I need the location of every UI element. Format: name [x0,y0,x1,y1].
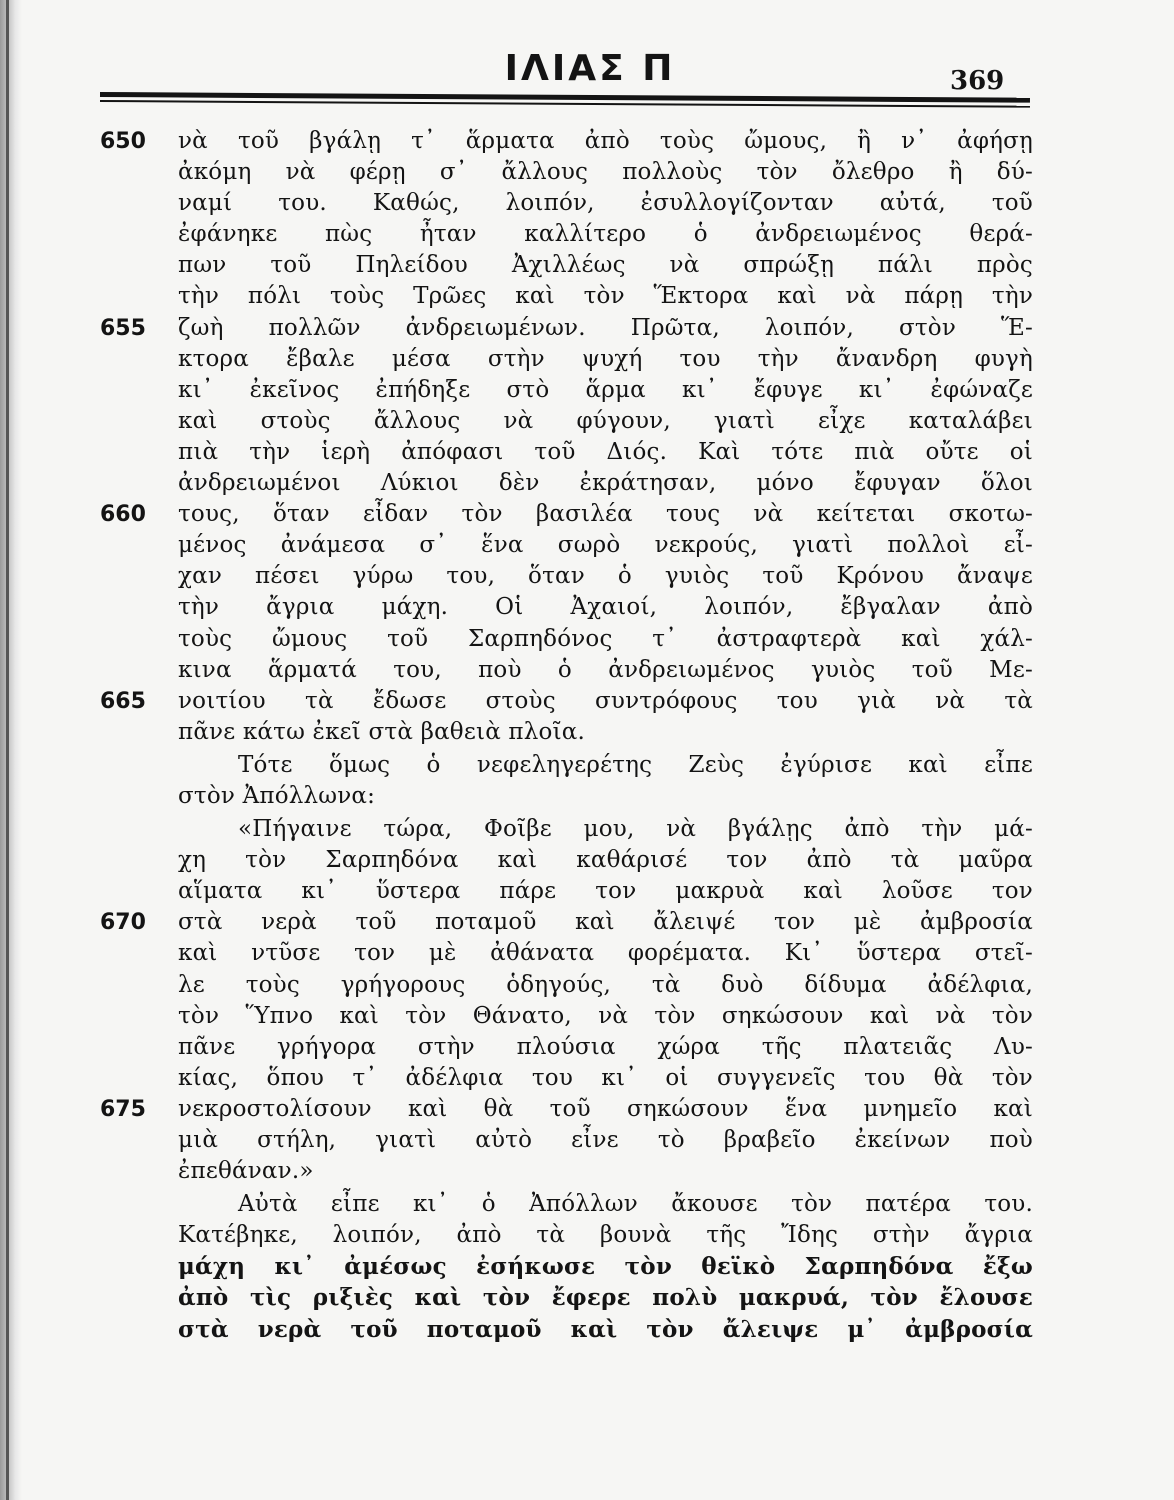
text-line [100,126,1050,157]
line-text: μάχη κι᾽ ἀμέσως ἐσήκωσε τὸν θεϊκὸ Σαρπηδόνα ἔξω [178,1253,1033,1281]
text-line [100,750,1050,781]
text-line [100,188,1050,219]
page-gutter-shadow [0,0,22,1500]
book-spine-edge [6,0,9,1500]
text-line [100,938,1050,969]
line-text: κι᾽ ἐκεῖνος ἐπήδηξε στὸ ἅρμα κι᾽ ἔφυγε κι᾽ ἐφώναζε [178,376,1033,403]
line-text: ἐφάνηκε πὼς ἦταν καλλίτερο ὁ ἀνδρειωμένος θερά- [178,221,1033,248]
line-number: 670 [100,910,146,936]
text-line [100,1220,1050,1251]
line-text: Αὐτὰ εἶπε κι᾽ ὁ Ἀπόλλων ἄκουσε τὸν πατέρα του. [238,1191,1033,1218]
text-line [100,1314,1050,1345]
text-line [100,970,1050,1001]
line-text: νὰ τοῦ βγάλῃ τ᾽ ἅρματα ἀπὸ τοὺς ὤμους, ἢ ν᾽ ἀφήσῃ [178,128,1033,154]
text-line [100,1001,1050,1032]
line-text: στὸν Ἀπόλλωνα: [178,782,376,809]
line-number: 655 [100,315,146,341]
line-text: μένος ἀνάμεσα σ᾽ ἕνα σωρὸ νεκρούς, γιατὶ πολλοὶ εἶ- [178,532,1033,559]
line-text: πιὰ τὴν ἱερὴ ἀπόφασι τοῦ Διός. Καὶ τότε πιὰ οὔτε οἱ [178,438,1033,465]
line-text: στὰ νερὰ τοῦ ποταμοῦ καὶ τὸν ἄλειψε μ᾽ ἀμβροσία [178,1315,1033,1343]
text-line [100,219,1050,250]
text-line [100,655,1050,686]
text-line [100,1063,1050,1094]
line-text: πων τοῦ Πηλείδου Ἀχιλλέως νὰ σπρώξῃ πάλι πρὸς [178,252,1033,279]
text-line [100,281,1050,312]
text-line [100,468,1050,499]
line-text: κτορα ἔβαλε μέσα στὴν ψυχή του τὴν ἄνανδρη φυγὴ [178,345,1033,372]
text-line [100,1189,1050,1220]
text-line [100,375,1050,406]
line-number: 650 [100,129,146,154]
line-text: τὴν ἄγρια μάχη. Οἱ Ἀχαιοί, λοιπόν, ἔβγαλαν ἀπὸ [178,594,1033,621]
line-text: ἀπὸ τὶς ριξιὲς καὶ τὸν ἔφερε πολὺ μακρυά, τὸν ἔλουσε [178,1284,1033,1312]
line-text: ζωὴ πολλῶν ἀνδρειωμένων. Πρῶτα, λοιπόν, στὸν Ἕ- [178,314,1033,341]
page-number: 369 [950,66,1005,96]
line-text: πᾶνε κάτω ἐκεῖ στὰ βαθειὰ πλοῖα. [178,718,586,745]
line-text: κίας, ὅπου τ᾽ ἀδέλφια του κι᾽ οἱ συγγενεῖς του θὰ τὸν [178,1064,1033,1091]
line-text: χη τὸν Σαρπηδόνα καὶ καθάρισέ τον ἀπὸ τὰ μαῦρα [178,847,1033,874]
text-line [100,1156,1050,1187]
text-line [100,1094,1050,1125]
text-line [100,1282,1050,1313]
text-line [100,561,1050,592]
line-text: αἵματα κι᾽ ὕστερα πάρε τον μακρυὰ καὶ λοῦσε τον [178,878,1033,905]
line-text: τους, ὅταν εἶδαν τὸν βασιλέα τους νὰ κείτεται σκοτω- [178,501,1033,528]
line-text: ἐπεθάναν.» [178,1158,314,1185]
text-line [100,624,1050,655]
line-number: 665 [100,688,146,714]
text-line [100,313,1050,344]
line-text: νοιτίου τὰ ἔδωσε στοὺς συντρόφους του γιὰ νὰ τὰ [178,687,1033,714]
text-line [100,907,1050,938]
line-text: μιὰ στήλη, γιατὶ αὐτὸ εἶνε τὸ βραβεῖο ἐκείνων ποὺ [178,1127,1033,1153]
line-text: στὰ νερὰ τοῦ ποταμοῦ καὶ ἄλειψέ τον μὲ ἀμβροσία [178,909,1033,936]
line-text: τοὺς ὤμους τοῦ Σαρπηδόνος τ᾽ ἀστραφτερὰ καὶ χάλ- [178,625,1033,652]
line-text: «Πήγαινε τώρα, Φοῖβε μου, νὰ βγάλῃς ἀπὸ τὴν μά- [238,816,1033,843]
page-title: ΙΛΙΑΣ Π [504,48,676,89]
text-line [100,845,1050,876]
line-text: καὶ στοὺς ἄλλους νὰ φύγουν, γιατὶ εἶχε καταλάβει [178,407,1033,434]
text-line [100,717,1050,748]
text-line [100,876,1050,907]
text-line [100,157,1050,188]
line-text: τὸν Ὕπνο καὶ τὸν Θάνατο, νὰ τὸν σηκώσουν καὶ νὰ τὸν [178,1002,1033,1029]
text-line [100,592,1050,623]
line-text: ἀκόμη νὰ φέρῃ σ᾽ ἄλλους πολλοὺς τὸν ὄλεθρο ἢ δύ- [178,159,1033,186]
text-line [100,814,1050,845]
line-text: Κατέβηκε, λοιπόν, ἀπὸ τὰ βουνὰ τῆς Ἴδης στὴν ἄγρια [178,1222,1033,1249]
text-line [100,1125,1050,1156]
text-line [100,1251,1050,1282]
line-text: ἀνδρειωμένοι Λύκιοι δὲν ἐκράτησαν, μόνο ἔφυγαν ὅλοι [178,470,1033,497]
line-text: πᾶνε γρήγορα στὴν πλούσια χώρα τῆς πλατειᾶς Λυ- [178,1033,1033,1060]
line-text: νεκροστολίσουν καὶ θὰ τοῦ σηκώσουν ἕνα μνημεῖο καὶ [178,1095,1033,1122]
line-text: καὶ ντῦσε τον μὲ ἀθάνατα φορέματα. Κι᾽ ὕστερα στεῖ- [178,940,1033,967]
line-text: ναμί του. Καθώς, λοιπόν, ἐσυλλογίζονταν αὐτά, τοῦ [178,190,1033,217]
text-line [100,530,1050,561]
body-text [100,126,1050,1345]
line-text: κινα ἅρματά του, ποὺ ὁ ἀνδρειωμένος γυιὸς τοῦ Με- [178,656,1033,683]
text-line [100,499,1050,530]
text-line [100,437,1050,468]
text-line [100,406,1050,437]
text-line [100,250,1050,281]
line-text: λε τοὺς γρήγορους ὁδηγούς, τὰ δυὸ δίδυμα ἀδέλφια, [178,971,1033,998]
line-text: τὴν πόλι τοὺς Τρῶες καὶ τὸν Ἕκτορα καὶ νὰ πάρῃ τὴν [178,283,1033,310]
text-line [100,344,1050,375]
text-line [100,686,1050,717]
line-text: Τότε ὅμως ὁ νεφεληγερέτης Ζεὺς ἐγύρισε καὶ εἶπε [238,751,1033,778]
running-head [0,48,1174,96]
text-line [100,1032,1050,1063]
line-text: χαν πέσει γύρω του, ὅταν ὁ γυιὸς τοῦ Κρόνου ἄναψε [178,563,1033,590]
text-line [100,781,1050,812]
line-number: 660 [100,502,146,528]
line-number: 675 [100,1096,146,1122]
